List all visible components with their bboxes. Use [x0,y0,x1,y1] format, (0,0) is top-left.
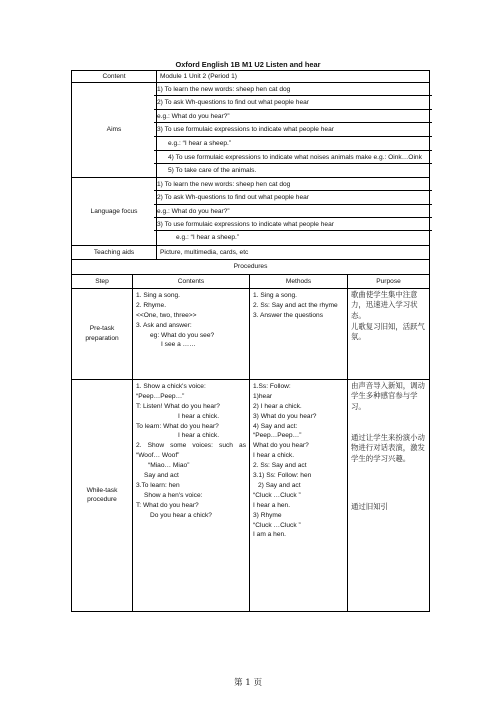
language-focus-row [72,177,430,245]
teaching-aids-label: Teaching aids [72,245,157,259]
language-focus-item: 3) To use formulaic expressions to indicate what people hear [154,218,432,231]
whiletask-purpose-line: 通过让学生来扮演小动物进行对话表演，激发学生的学习兴趣。 [351,432,425,463]
purpose-header: Purpose [348,274,430,288]
language-focus-list [157,177,430,245]
procedures-row [72,259,430,274]
whiletask-content-line: 3.To learn: hen [136,481,180,489]
whiletask-method-line: 2. Ss: Say and act [253,462,307,470]
whiletask-method-line: 3) Rhyme [253,511,282,519]
whiletask-content-line: I hear a chick. [178,412,220,420]
whiletask-method-line: 2) I hear a chick. [253,402,302,410]
whiletask-purpose [348,379,430,611]
whiletask-content-line: Say and act [144,472,179,480]
pretask-method-line: 2. Ss: Say and act the rhyme [253,301,338,309]
whiletask-contents [133,379,250,611]
whiletask-method-line: I hear a hen. [253,501,291,509]
pretask-method-line: 3. Answer the questions [253,311,324,319]
whiletask-content-line: T: Listen! What do you hear? [136,402,220,410]
pretask-method-line: 1. Sing a song. [253,291,298,299]
aims-item: 5) To take care of the animals. [168,167,257,175]
whiletask-method-line: “Cluck …Cluck ” [253,521,301,529]
language-focus-label: Language focus [72,177,157,245]
language-focus-item: 2) To ask Wh-questions to find out what people hear [154,191,432,204]
whiletask-step: While-task procedure [72,379,133,611]
whiletask-method-line: I hear a chick. [253,452,295,460]
whiletask-method-line: 3) What do you hear? [253,412,317,420]
whiletask-content-line: “Miao… Miao” [148,462,190,470]
aims-list [157,83,430,178]
pretask-content-line: 2. Rhyme. [136,301,167,309]
whiletask-method-line: 2) Say and act [258,481,301,489]
whiletask-method-line: 1)hear [253,392,273,400]
teaching-aids-row [72,245,430,259]
whiletask-content-line: Show a hen's voice: [144,491,203,499]
pretask-content-line: 1. Sing a song. [136,291,180,299]
pretask-content-line: <<One, two, three>> [136,311,197,319]
whiletask-method-line: “Peep…Peep…” [253,432,302,440]
whiletask-content-line: 2. Show some voices: such as “Woof… Woof” [136,442,247,460]
whiletask-content-line: I hear a chick. [178,432,220,440]
whiletask-content-line: “Peep…Peep…” [136,392,185,400]
whiletask-method-line: I am a hen. [253,531,287,539]
language-focus-item: 1) To learn the new words: sheep hen cat dog [154,178,432,191]
language-focus-item: e.g.: “I hear a sheep.” [176,234,240,242]
pretask-content-line: 3. Ask and answer: [136,321,192,329]
whiletask-purpose-line: 由声音导入新知，调动学生多种感官参与学习。 [351,380,425,412]
whiletask-methods [250,379,348,611]
content-value: Module 1 Unit 2 (Period 1) [157,71,430,83]
whiletask-method-line: 3.1) Ss: Follow: hen [253,472,312,480]
document-title: Oxford English 1B M1 U2 Listen and hear [175,60,321,69]
lesson-plan-table [71,70,430,612]
page-number: 第 1 页 [233,678,263,688]
pretask-step: Pre-task preparation [72,288,133,379]
pretask-content-line: eg: What do you see? [150,331,215,339]
pretask-contents [133,288,250,379]
aims-item: 1) To learn the new words: sheep hen cat dog [154,83,432,96]
aims-row [72,83,430,178]
whiletask-content-line: T: What do you hear? [136,501,199,509]
methods-header: Methods [250,274,348,288]
whiletask-row [72,379,430,611]
content-row [72,71,430,83]
procedures-heading: Procedures [72,259,430,274]
aims-label: Aims [72,83,157,178]
whiletask-method-line: “Cluck …Cluck ” [253,491,301,499]
content-label: Content [72,71,157,83]
teaching-aids-value: Picture, multimedia, cards, etc [157,245,430,259]
pretask-purpose [348,288,430,379]
step-header: Step [72,274,133,288]
aims-item: e.g.: What do you hear?” [154,110,432,123]
whiletask-content-line: 1. Show a chick's voice: [136,382,206,390]
whiletask-purpose-line: 通过旧知引 [351,502,388,512]
whiletask-method-line: What do you hear? [253,442,309,450]
procedures-header-row [72,274,430,288]
whiletask-content-line: To learn: What do you hear? [136,422,219,430]
pretask-methods [250,288,348,379]
whiletask-method-line: 1.Ss: Follow: [253,382,291,390]
aims-item: e.g.: “I hear a sheep.” [154,137,432,151]
whiletask-content-line: Do you hear a chick? [150,511,212,519]
aims-item: 4) To use formulaic expressions to indicate what noises animals make e.g.: Oink…Oink [154,151,432,164]
pretask-purpose-line: 歌曲使学生集中注意力，迅速进入学习状态。 [351,289,418,321]
pretask-purpose-line: 儿歌复习旧知，活跃气氛。 [351,321,425,342]
pretask-content-line: I see a …… [161,341,196,349]
whiletask-method-line: 4) Say and act: [253,422,298,430]
aims-item: 3) To use formulaic expressions to indicate what people hear [154,123,432,136]
pretask-row [72,288,430,379]
aims-item: 2) To ask Wh-questions to find out what people hear [154,96,432,109]
contents-header: Contents [133,274,250,288]
language-focus-item: e.g.: What do you hear?” [154,205,432,218]
